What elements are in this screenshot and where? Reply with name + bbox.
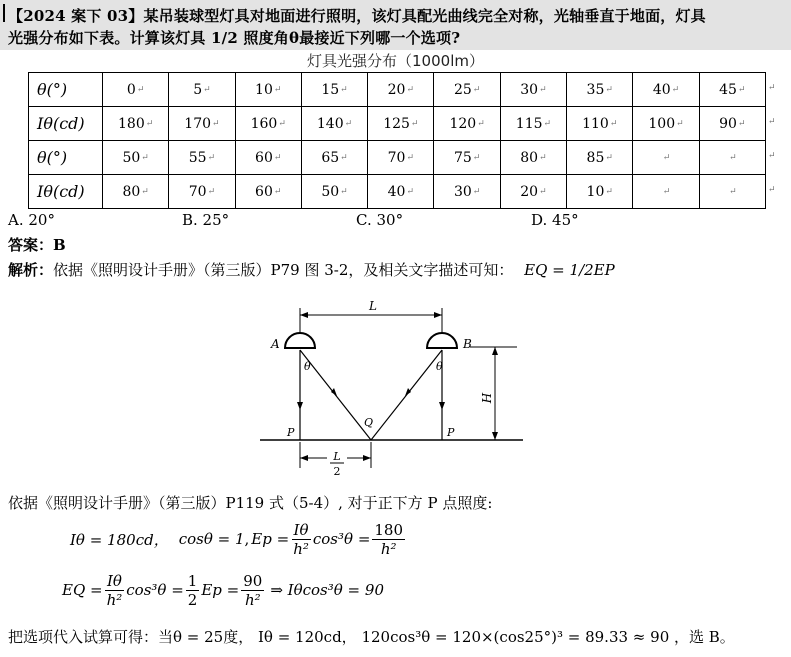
question-line-1: 【2024 案下 03】某吊装球型灯具对地面进行照明，该灯具配光曲线完全对称，光轴垂直于地面，灯具	[8, 7, 706, 25]
table-cell: ↵	[633, 141, 699, 175]
table-cell: 75↵	[434, 141, 500, 175]
eq2-eq: EQ =	[62, 581, 103, 599]
ray-arrow	[439, 402, 445, 410]
table-cell: 45↵	[699, 73, 765, 107]
table-cell: 140↵	[301, 107, 367, 141]
table-cell: 70↵	[368, 141, 434, 175]
eq1-frac2: $\frac{180}{\text{h²}}$	[374, 520, 404, 558]
table-cell: 30↵	[434, 175, 500, 209]
arrow-head	[492, 347, 498, 355]
table-cell: 100↵	[633, 107, 699, 141]
option-a: A. 20°	[8, 211, 55, 229]
table-cell: 170↵	[169, 107, 235, 141]
table-cell: 15↵	[301, 73, 367, 107]
table-cell: ↵	[699, 141, 765, 175]
eq2-ep: Ep =	[201, 581, 240, 599]
table-cell: 125↵	[368, 107, 434, 141]
label-L: L	[369, 299, 377, 313]
analysis-label: 解析：	[8, 261, 54, 279]
table-cell: 160↵	[235, 107, 301, 141]
option-c: C. 30°	[356, 211, 404, 229]
eq2-half: $\frac{1}{2}$	[187, 571, 198, 609]
lamp-b-icon	[427, 333, 457, 348]
arrow-head	[492, 432, 498, 440]
table-cell: 20↵	[500, 175, 566, 209]
table-cell: 55↵	[169, 141, 235, 175]
label-B: B	[463, 337, 472, 351]
table-cell: 40↵	[633, 73, 699, 107]
analysis-text: 依据《照明设计手册》（第三版）P79 图 3-2，及相关文字描述可知：	[53, 261, 514, 279]
lamp-a-icon	[285, 333, 315, 348]
label-theta-a: θ	[304, 360, 311, 373]
table-cell: 20↵	[368, 73, 434, 107]
label-L-half-num: L	[333, 450, 341, 463]
eq2-cos3: cos³θ =	[126, 581, 184, 599]
theta-row	[29, 141, 766, 175]
eq1-left: Iθ = 180cd，	[70, 530, 169, 549]
ray-arrow	[331, 388, 337, 396]
question-line-2: 光强分布如下表。计算该灯具 1/2 照度角θ最接近下列哪一个选项?	[8, 29, 461, 47]
row-mark: ↵	[768, 185, 776, 195]
label-A: A	[271, 337, 280, 351]
eq2-result: ⇒ Iθcos³θ = 90	[270, 581, 384, 599]
table-cell: 80↵	[103, 175, 169, 209]
table-cell: 85↵	[567, 141, 633, 175]
eq1-ep: Ep =	[251, 530, 290, 548]
answer	[8, 234, 66, 255]
row-header: θ(°)	[29, 141, 103, 175]
eq2-frac: $\frac{I\theta}{\text{h²}}$	[106, 571, 123, 609]
table-cell: ↵	[699, 175, 765, 209]
table-cell: 90↵	[699, 107, 765, 141]
intensity-row	[29, 107, 766, 141]
table-cell: 115↵	[500, 107, 566, 141]
table-cell: 0↵	[103, 73, 169, 107]
label-H: H	[480, 392, 494, 404]
table-cell: 40↵	[368, 175, 434, 209]
label-L-half-den: 2	[333, 465, 341, 478]
final-line: 把选项代入试算可得：当θ = 25度， Iθ = 120cd， 120cos³θ = 120×(cos25°)³ = 89.33 ≈ 90 ，选 B。	[8, 628, 735, 646]
table-cell: 25↵	[434, 73, 500, 107]
eq1-cos: cosθ = 1	[178, 530, 245, 548]
option-d: D. 45°	[531, 211, 579, 229]
table-cell: 120↵	[434, 107, 500, 141]
eq1-cos3: cos³θ =	[312, 530, 371, 548]
label-theta-b: θ	[436, 360, 443, 373]
answer-value: B	[53, 236, 66, 254]
label-P-left: P	[287, 426, 295, 439]
equation-2	[62, 568, 384, 612]
table-cell: 80↵	[500, 141, 566, 175]
intensity-row	[29, 175, 766, 209]
table-cell: 50↵	[103, 141, 169, 175]
table-cell: 10↵	[567, 175, 633, 209]
label-Q: Q	[364, 416, 374, 429]
table-cell: ↵	[633, 175, 699, 209]
table-cell: 60↵	[235, 141, 301, 175]
row-mark: ↵	[768, 117, 776, 127]
arrow-head	[434, 312, 442, 318]
arrow-head	[300, 455, 308, 461]
light-distribution-table	[28, 72, 766, 209]
table-cell: 70↵	[169, 175, 235, 209]
row-header: θ(°)	[29, 73, 103, 107]
theta-row	[29, 73, 766, 107]
answer-label: 答案：	[8, 236, 54, 254]
row-mark: ↵	[768, 151, 776, 161]
analysis	[8, 259, 615, 280]
option-b: B. 25°	[182, 211, 230, 229]
row-mark: ↵	[768, 83, 776, 93]
eq1-frac: $\frac{I\theta}{\text{h²}}$	[293, 520, 309, 558]
table-cell: 30↵	[500, 73, 566, 107]
ray-arrow	[405, 388, 411, 396]
row-header: Iθ(cd)	[29, 107, 103, 141]
question-marker	[3, 4, 5, 22]
reference-line: 依据《照明设计手册》（第三版）P119 式（5-4）, 对于正下方 P 点照度:	[8, 494, 493, 512]
table-cell: 110↵	[567, 107, 633, 141]
ray-arrow	[297, 402, 303, 410]
arrow-head	[363, 455, 371, 461]
eq2-frac3: $\frac{90}{\text{h²}}$	[243, 571, 263, 609]
geometry-figure	[255, 290, 535, 480]
equation-1: Iθ = 180cd， cosθ = 1 , Ep = $\frac{I\theta}{\text{h²}}$ cos³θ = $\frac{180}{\text{h²}}$	[70, 520, 404, 558]
table-cell: 10↵	[235, 73, 301, 107]
table-cell: 65↵	[301, 141, 367, 175]
table-title: 灯具光强分布（1000lm）	[307, 52, 484, 70]
analysis-formula: EQ = 1/2EP	[524, 261, 615, 279]
row-header: Iθ(cd)	[29, 175, 103, 209]
table-cell: 35↵	[567, 73, 633, 107]
table-cell: 50↵	[301, 175, 367, 209]
table-cell: 60↵	[235, 175, 301, 209]
table-cell: 180↵	[103, 107, 169, 141]
table-cell: 5↵	[169, 73, 235, 107]
label-P-right: P	[447, 426, 455, 439]
arrow-head	[300, 312, 308, 318]
